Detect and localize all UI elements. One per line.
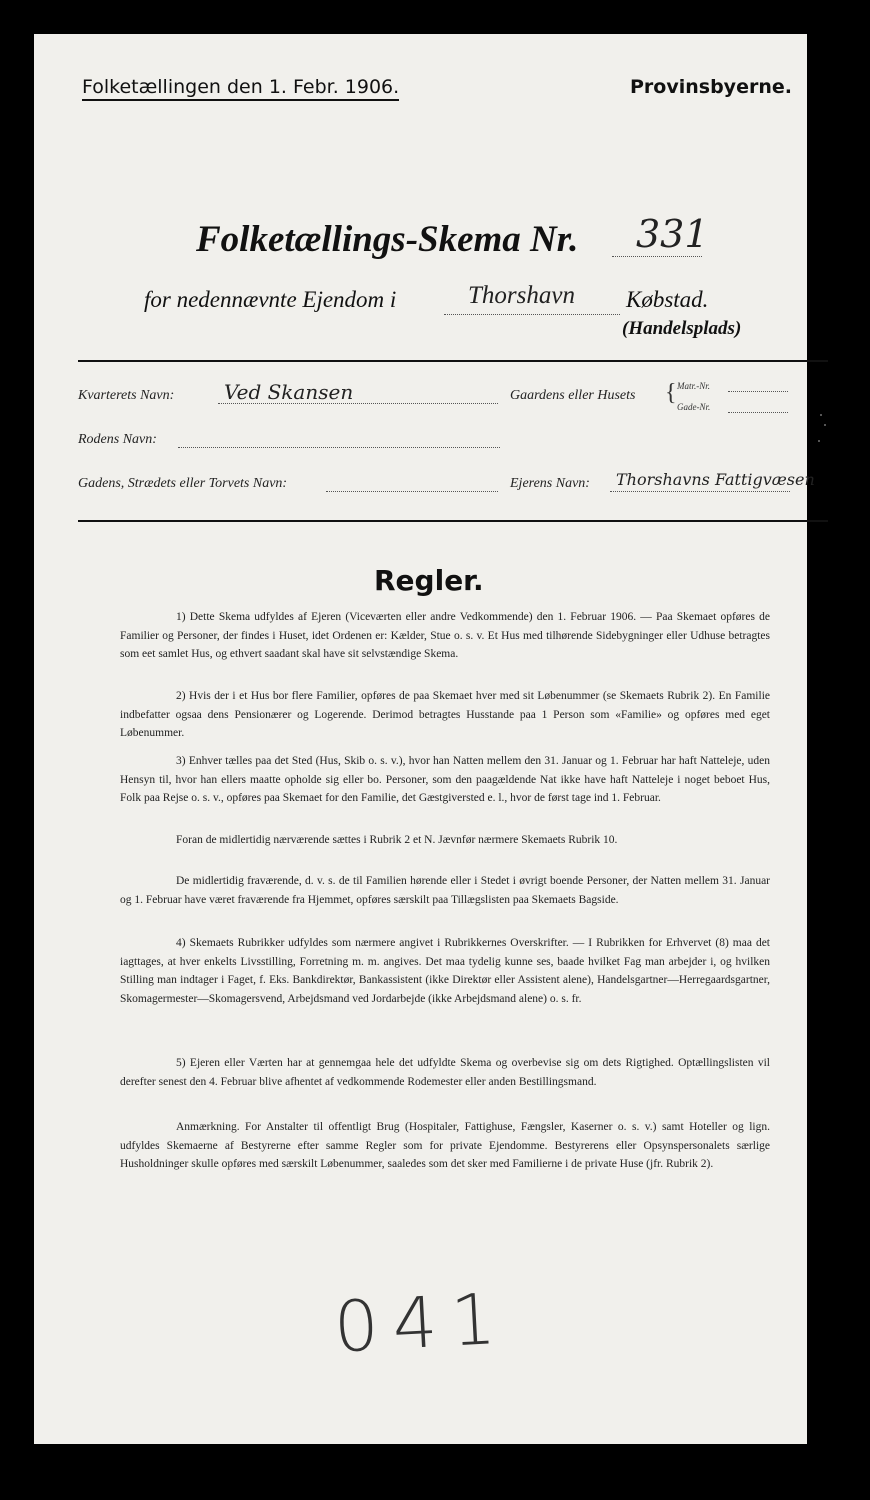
brace-glyph: {	[665, 380, 677, 406]
rule-paragraph-1: 1) Dette Skema udfyldes af Ejeren (Viceværten eller andre Vedkommende) den 1. Februar 1906. — Paa Skemaet opføres de Familier og Personer, der findes i Huset, idet Ordenen er: Kælder, Stue o. s. v. Et Hus med tilhørende Sidebygninger eller Udhuse betragtes som eet samlet Hus, og ethvert saadant skal have sit selvstændige Skema.	[120, 611, 770, 660]
rule-paragraph-2: 2) Hvis der i et Hus bor flere Familier, opføres de paa Skemaet hver med sit Løbenummer (se Skemaets Rubrik 2). En Familie indbefatter ogsaa dens Pensionærer og Logerende. Derimod betragtes Husstande paa 1 Person som «Familie» og opføres med eget Løbenummer.	[120, 690, 770, 739]
matr-label: Matr.-Nr.	[677, 381, 711, 391]
gade-nr-label: Gade-Nr.	[677, 402, 711, 412]
kvarter-handwritten: Ved Skansen	[224, 380, 354, 404]
ejer-label: Ejerens Navn:	[510, 476, 590, 491]
place-line	[444, 314, 620, 315]
rule-paragraph-3: 3) Enhver tælles paa det Sted (Hus, Skib o. s. v.), hvor han Natten mellem den 31. Januar og 1. Februar har haft Natteleje, uden Hensyn til, hvor han ellers maatte opholde sig eller bo. Personer, som den paagældende Nat ikke have haft Natteleje i noget beboet Hus, Folk paa Rejse o. s. v., opføres paa Skemaet for den Familie, det Gæstgiversted e. l., hvor de først tage ind 1. Februar.	[120, 755, 770, 804]
ejer-line	[610, 491, 790, 492]
place-handwritten: Thorshavn	[468, 282, 575, 309]
schema-number-handwritten: 331	[636, 212, 709, 256]
subtitle-handelsplads: (Handelsplads)	[622, 318, 742, 339]
scan-speck	[824, 424, 826, 426]
census-form-page	[34, 34, 815, 1444]
gade-nr-line	[728, 412, 788, 413]
rule-paragraph-4: 4) Skemaets Rubrikker udfyldes som nærmere angivet i Rubrikkernes Overskrifter. — I Rubrikken for Erhvervet (8) maa det iagttages, at hver enkelts Livsstilling, Forretning m. m. angives. Det maa tydelig kunne ses, baade hvilket Fag man arbejder i, og hvilken Stilling man indtager i Faget, f. Eks. Bankdirektør, Bankassistent (ikke Direktør eller Assistent alene), Handelsgartner—Herregaardsgartner, Skomagermester—Skomagersvend, Arbejdsmand ved Jordarbejde (ikke Arbejdsmand alene) o. s. fr.	[120, 937, 770, 1005]
gade-line	[326, 491, 498, 492]
scan-speck	[818, 440, 820, 442]
region-header: Provinsbyerne.	[630, 76, 792, 98]
subtitle-prefix: for nedennævnte Ejendom i	[144, 287, 397, 312]
matr-line	[728, 391, 788, 392]
top-divider	[78, 360, 828, 362]
census-date-header: Folketællingen den 1. Febr. 1906.	[82, 76, 399, 101]
kvarter-label: Kvarterets Navn:	[78, 388, 175, 403]
ejer-handwritten: Thorshavns Fattigvæsen	[616, 470, 815, 489]
rode-line	[178, 447, 500, 448]
rode-label: Rodens Navn:	[78, 432, 157, 447]
gade-label: Gadens, Strædets eller Torvets Navn:	[78, 476, 288, 491]
scan-speck	[820, 414, 822, 416]
rule-paragraph-3c: De midlertidig fraværende, d. v. s. de til Familien hørende eller i Stedet i øvrigt boende Personer, der Natten mellem 31. Januar og 1. Februar have været fraværende fra Hjemmet, opføres særskilt paa Tillægslisten paa Skemaets Bagside.	[120, 875, 770, 906]
gaard-label: Gaardens eller Husets	[510, 388, 636, 403]
rule-paragraph-3b: Foran de midlertidig nærværende sættes i Rubrik 2 et N. Jævnfør nærmere Skemaets Rubrik 10.	[176, 834, 618, 846]
rule-note: Anmærkning. For Anstalter til offentligt Brug (Hospitaler, Fattighuse, Fængsler, Kaserner o. s. v.) samt Hoteller og lign. udfyldes Skemaerne af Bestyrerne efter samme Regler som for private Ejendomme. Bestyrerens eller Opsynspersonalets særlige Husholdninger skulle opføres med særskilt Løbenummer, saaledes som det sker med Familierne i de private Huse (jfr. Rubrik 2).	[120, 1121, 770, 1170]
rules-heading: Regler.	[374, 564, 484, 597]
rule-paragraph-5: 5) Ejeren eller Værten har at gennemgaa hele det udfyldte Skema og overbevise sig om dets Rigtighed. Optællingslisten vil derefter senest den 4. Februar blive afhentet af vedkommende Rodemester eller anden Bestillingsmand.	[120, 1057, 770, 1088]
fields-divider	[78, 520, 828, 522]
schema-number-line	[612, 256, 702, 257]
handwritten-page-number: 041	[331, 1277, 512, 1369]
subtitle-suffix: Købstad.	[626, 287, 709, 312]
form-title: Folketællings-Skema Nr.	[196, 219, 579, 260]
